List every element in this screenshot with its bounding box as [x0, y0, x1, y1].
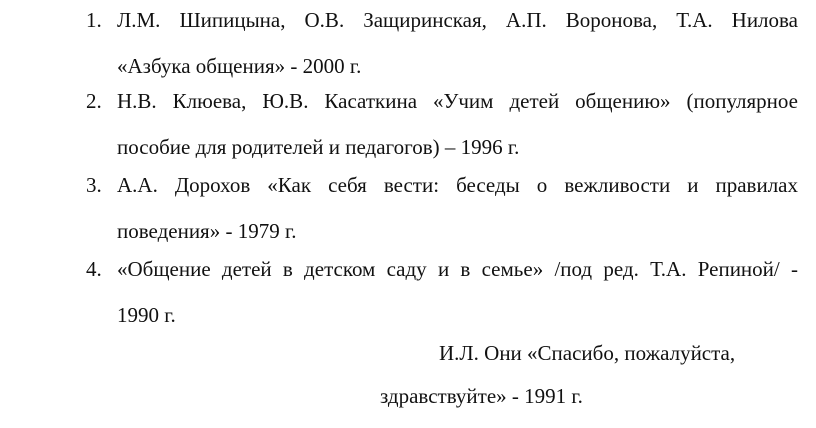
reference-line: «Азбука общения» - 2000 г.: [117, 54, 362, 78]
reference-line: 1990 г.: [117, 303, 176, 327]
reference-number: 2.: [86, 89, 102, 113]
closing-line: здравствуйте» - 1991 г.: [380, 384, 583, 408]
reference-number: 1.: [86, 8, 102, 32]
reference-line: Н.В. Клюева, Ю.В. Касаткина «Учим детей общению» (популярное: [117, 89, 798, 113]
reference-line: пособие для родителей и педагогов) – 1996 г.: [117, 135, 520, 159]
reference-line: Л.М. Шипицына, О.В. Защиринская, А.П. Воронова, Т.А. Нилова: [117, 8, 798, 32]
reference-line: поведения» - 1979 г.: [117, 219, 297, 243]
closing-line: И.Л. Они «Спасибо, пожалуйста,: [439, 341, 736, 365]
reference-line: А.А. Дорохов «Как себя вести: беседы о вежливости и правилах: [117, 173, 798, 197]
reference-line: «Общение детей в детском саду и в семье» /под ред. Т.А. Репиной/ -: [117, 257, 798, 281]
reference-number: 3.: [86, 173, 102, 197]
reference-number: 4.: [86, 257, 102, 281]
